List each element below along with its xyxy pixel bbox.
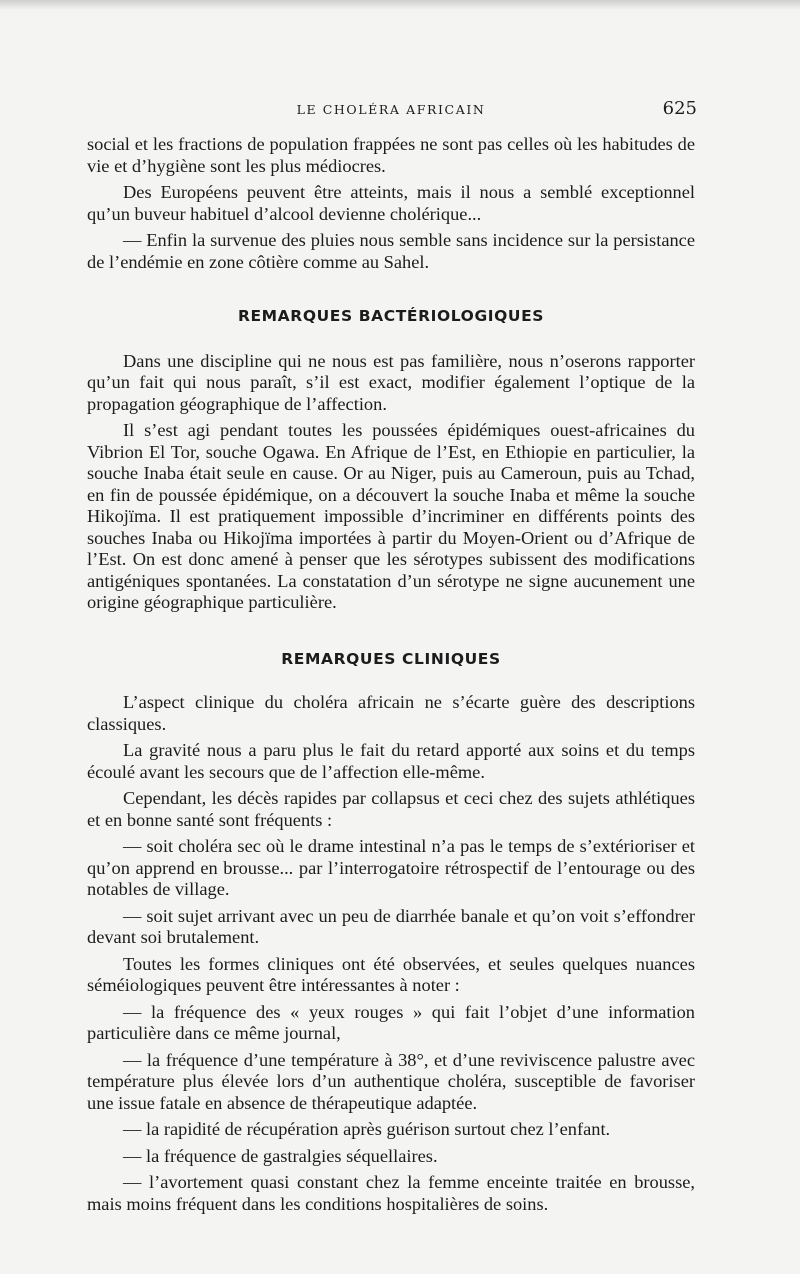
section-heading-bacteriological: REMARQUES BACTÉRIOLOGIQUES: [237, 307, 545, 325]
paragraph: Toutes les formes cliniques ont été observées, et seules quelques nuances séméiologiques peuvent être intéressantes à noter :: [87, 953, 695, 995]
paragraph: — soit choléra sec où le drame intestinal n’a pas le temps de s’extérioriser et qu’on apprend en brousse... par l’interrogatoire rétrospectif de l’entourage ou des notables de village.: [87, 836, 695, 899]
page-body: [87, 134, 695, 1220]
paragraph: Cependant, les décès rapides par collapsus et ceci chez des sujets athlétiques et en bonne santé sont fréquents :: [87, 788, 695, 830]
paragraph: — l’avortement quasi constant chez la femme enceinte traitée en brousse, mais moins fréquent dans les conditions hospitalières de soins.: [87, 1172, 695, 1214]
paragraph: — la fréquence d’une température à 38°, et d’une reviviscence palustre avec température plus élevée lors d’un authentique choléra, susceptible de favoriser une issue fatale en absence de thérapeutique adaptée.: [87, 1049, 695, 1113]
paragraph: Des Européens peuvent être atteints, mais il nous a semblé exceptionnel qu’un buveur habituel d’alcool devienne cholérique...: [87, 182, 695, 224]
page-number: 625: [662, 98, 697, 119]
section-heading-clinical: REMARQUES CLINIQUES: [281, 649, 501, 668]
paragraph: — la fréquence des « yeux rouges » qui fait l’objet d’une information particulière dans ce même journal,: [87, 1001, 695, 1043]
page-header: [87, 100, 695, 124]
paragraph: — la rapidité de récupération après guérison surtout chez l’enfant.: [123, 1119, 611, 1139]
running-title: LE CHOLÉRA AFRICAIN: [296, 102, 486, 117]
paragraph: Dans une discipline qui ne nous est pas familière, nous n’oserons rapporter qu’un fait qui nous paraît, s’il est exact, modifier également l’optique de la propagation géographique de l’affection.: [87, 350, 695, 414]
paragraph: Il s’est agi pendant toutes les poussées épidémiques ouest-africaines du Vibrion El Tor, souche Ogawa. En Afrique de l’Est, en Ethiopie en particulier, la souche Inaba était seule en cause. Or au Niger, puis au Cameroun, puis au Tchad, en fin de poussée épidémique, on a découvert la souche Inaba et même la souche Hikojïma. Il est pratiquement impossible d’incriminer en différents points des souches Inaba ou Hikojïma importées à partir du Moyen-Orient ou d’Afrique de l’Est. On est donc amené à penser que les sérotypes subissent des modifications antigéniques spontanées. La constatation d’un sérotype ne signe aucunement une origine géographique particulière.: [87, 420, 695, 612]
paragraph: social et les fractions de population frappées ne sont pas celles où les habitudes de vie et d’hygiène sont les plus médiocres.: [87, 134, 695, 176]
paragraph: — la fréquence de gastralgies séquellaires.: [123, 1145, 438, 1166]
paragraph: L’aspect clinique du choléra africain ne s’écarte guère des descriptions classiques.: [87, 692, 695, 734]
paragraph: La gravité nous a paru plus le fait du retard apporté aux soins et du temps écoulé avant les secours que de l’affection elle-même.: [87, 740, 695, 782]
paragraph: — Enfin la survenue des pluies nous semble sans incidence sur la persistance de l’endémie en zone côtière comme au Sahel.: [87, 230, 695, 272]
scan-edge: [0, 0, 800, 10]
paragraph: — soit sujet arrivant avec un peu de diarrhée banale et qu’on voit s’effondrer devant soi brutalement.: [87, 905, 695, 947]
